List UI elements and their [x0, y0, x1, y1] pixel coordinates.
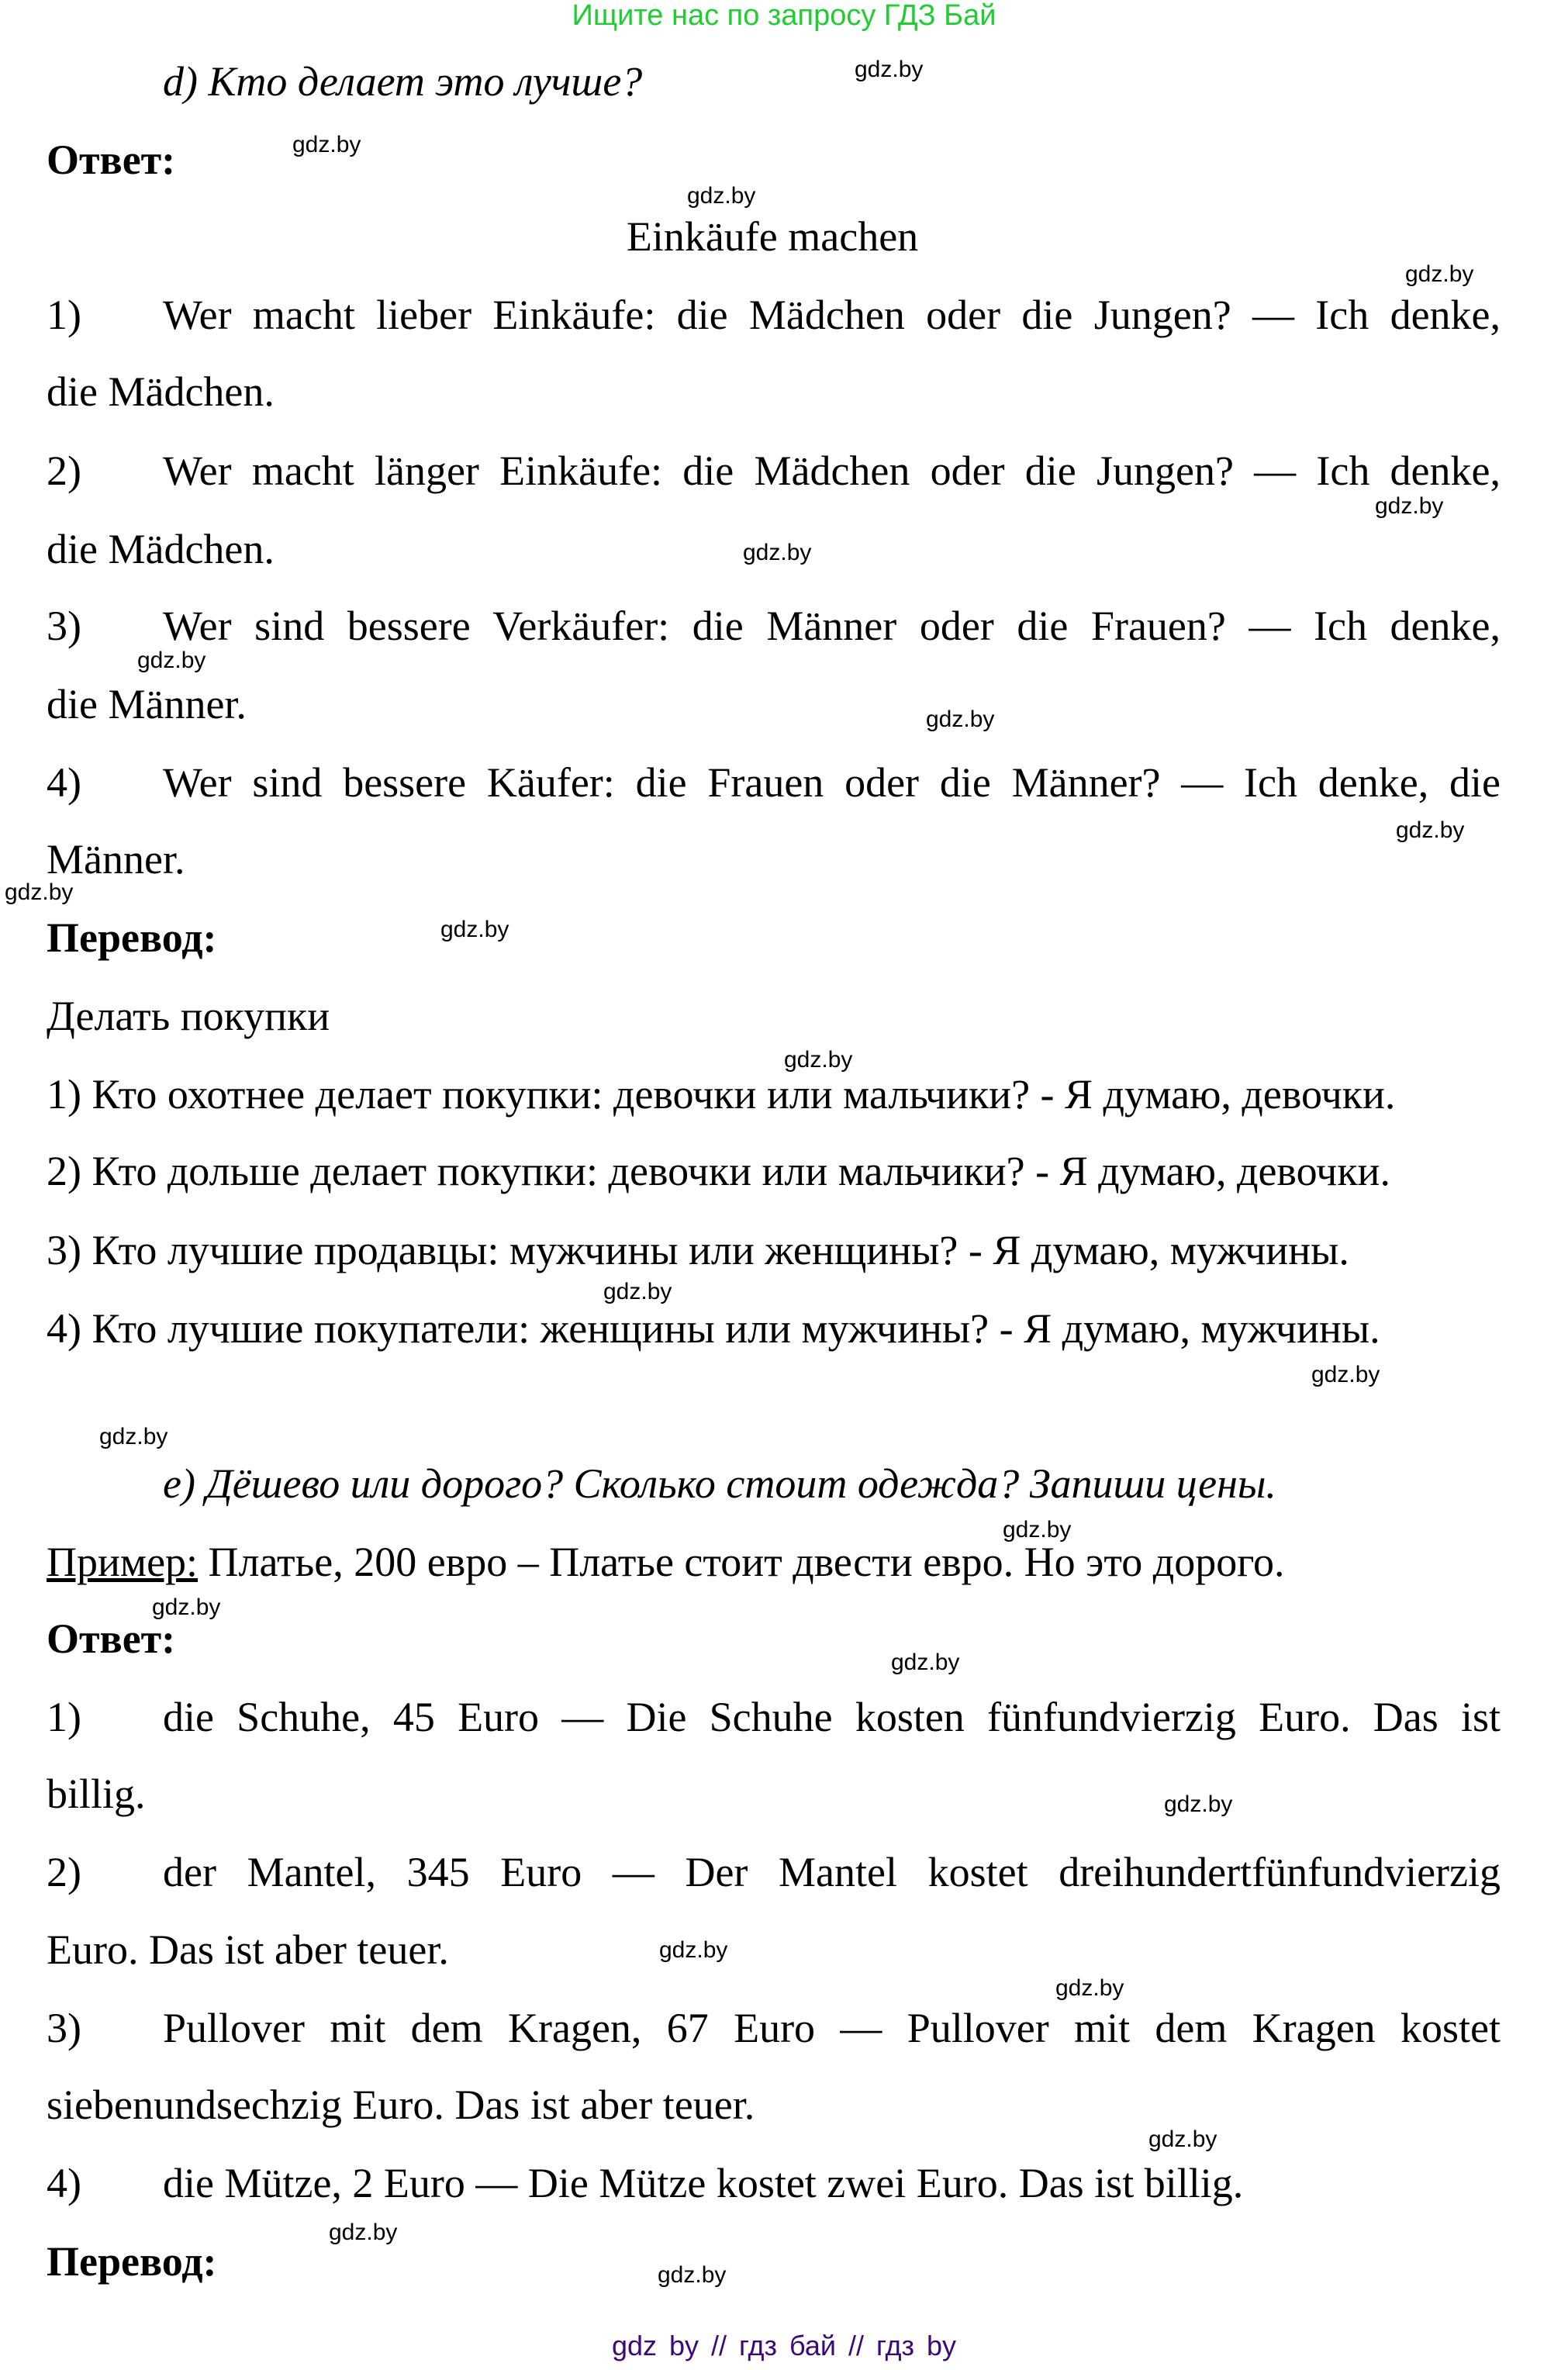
answer-line: Euro. Das ist aber teuer. [47, 1926, 449, 1973]
watermark: gdz.by [1311, 1362, 1380, 1387]
watermark: gdz.by [855, 57, 924, 82]
task-d-title: d) Кто делает это лучше? [163, 58, 643, 105]
watermark: gdz.by [152, 1594, 221, 1620]
answer-line: Männer. [47, 836, 185, 883]
answer-line: die Mütze, 2 Euro — Die Mütze kostet zwei Euro. Das ist billig. [163, 2160, 1244, 2206]
watermark: gdz.by [784, 1047, 853, 1073]
answer-label: Ответ: [47, 136, 176, 183]
watermark: gdz.by [329, 2220, 398, 2245]
translation-label: Перевод: [47, 914, 217, 961]
translation-line: 3) Кто лучшие продавцы: мужчины или женщины? - Я думаю, мужчины. [47, 1227, 1349, 1273]
watermark: gdz.by [603, 1279, 672, 1304]
answer-number: 1) [47, 292, 81, 338]
watermark: gdz.by [5, 879, 74, 905]
section-heading: Einkäufe machen [626, 213, 919, 260]
search-banner: Ищите нас по запросу ГДЗ Бай [572, 0, 996, 32]
watermark: gdz.by [1375, 493, 1444, 519]
watermark: gdz.by [292, 132, 361, 157]
answer-number: 2) [47, 1849, 81, 1895]
watermark: gdz.by [99, 1424, 168, 1449]
watermark: gdz.by [743, 540, 812, 565]
example-label: Пример: [47, 1539, 199, 1585]
answer-line: billig. [47, 1771, 146, 1817]
answer-number: 2) [47, 447, 81, 494]
answer-number: 4) [47, 759, 81, 806]
answer-line: die Schuhe, 45 Euro — Die Schuhe kosten fünfundvierzig Euro. Das ist [163, 1694, 1501, 1740]
footer-links: gdz by // гдз бай // гдз by [611, 2330, 957, 2361]
watermark: gdz.by [1003, 1517, 1072, 1543]
watermark: gdz.by [1148, 2126, 1217, 2152]
watermark: gdz.by [1396, 817, 1465, 843]
answer-line: Wer sind bessere Käufer: die Frauen oder die Männer? — Ich denke, die [163, 759, 1501, 806]
answer-line: der Mantel, 345 Euro — Der Mantel kostet dreihundertfünfundvierzig [163, 1849, 1501, 1895]
watermark: gdz.by [1405, 261, 1474, 287]
translation-label: Перевод: [47, 2238, 217, 2285]
answer-line: Wer macht länger Einkäufe: die Mädchen oder die Jungen? — Ich denke, [163, 447, 1501, 494]
watermark: gdz.by [891, 1650, 960, 1675]
answer-line: Wer sind bessere Verkäufer: die Männer oder die Frauen? — Ich denke, [163, 603, 1501, 649]
example-text: Платье, 200 евро – Платье стоит двести евро. Но это дорого. [198, 1539, 1285, 1585]
answer-line: die Mädchen. [47, 526, 275, 572]
task-e-title: e) Дёшево или дорого? Сколько стоит одежда? Запиши цены. [163, 1460, 1276, 1507]
translation-heading: Делать покупки [47, 993, 330, 1039]
watermark: gdz.by [658, 2262, 727, 2288]
answer-line: die Männer. [47, 681, 247, 727]
answer-number: 3) [47, 2005, 81, 2051]
answer-number: 4) [47, 2160, 81, 2206]
translation-line: 1) Кто охотнее делает покупки: девочки или мальчики? - Я думаю, девочки. [47, 1071, 1396, 1118]
watermark: gdz.by [1164, 1791, 1233, 1817]
watermark: gdz.by [137, 648, 206, 673]
answer-line: die Mädchen. [47, 368, 275, 415]
answer-label: Ответ: [47, 1615, 176, 1662]
watermark: gdz.by [687, 183, 756, 209]
answer-line: Pullover mit dem Kragen, 67 Euro — Pullover mit dem Kragen kostet [163, 2005, 1501, 2051]
answer-number: 3) [47, 603, 81, 649]
watermark: gdz.by [1055, 1975, 1124, 2001]
answer-line: Wer macht lieber Einkäufe: die Mädchen oder die Jungen? — Ich denke, [163, 292, 1501, 338]
watermark: gdz.by [926, 707, 995, 732]
watermark: gdz.by [440, 917, 509, 942]
answer-number: 1) [47, 1694, 81, 1740]
example-line [47, 1537, 1285, 1587]
watermark: gdz.by [659, 1937, 728, 1963]
answer-line: siebenundsechzig Euro. Das ist aber teuer. [47, 2082, 755, 2128]
translation-line: 4) Кто лучшие покупатели: женщины или мужчины? - Я думаю, мужчины. [47, 1305, 1380, 1352]
translation-line: 2) Кто дольше делает покупки: девочки или мальчики? - Я думаю, девочки. [47, 1148, 1390, 1194]
